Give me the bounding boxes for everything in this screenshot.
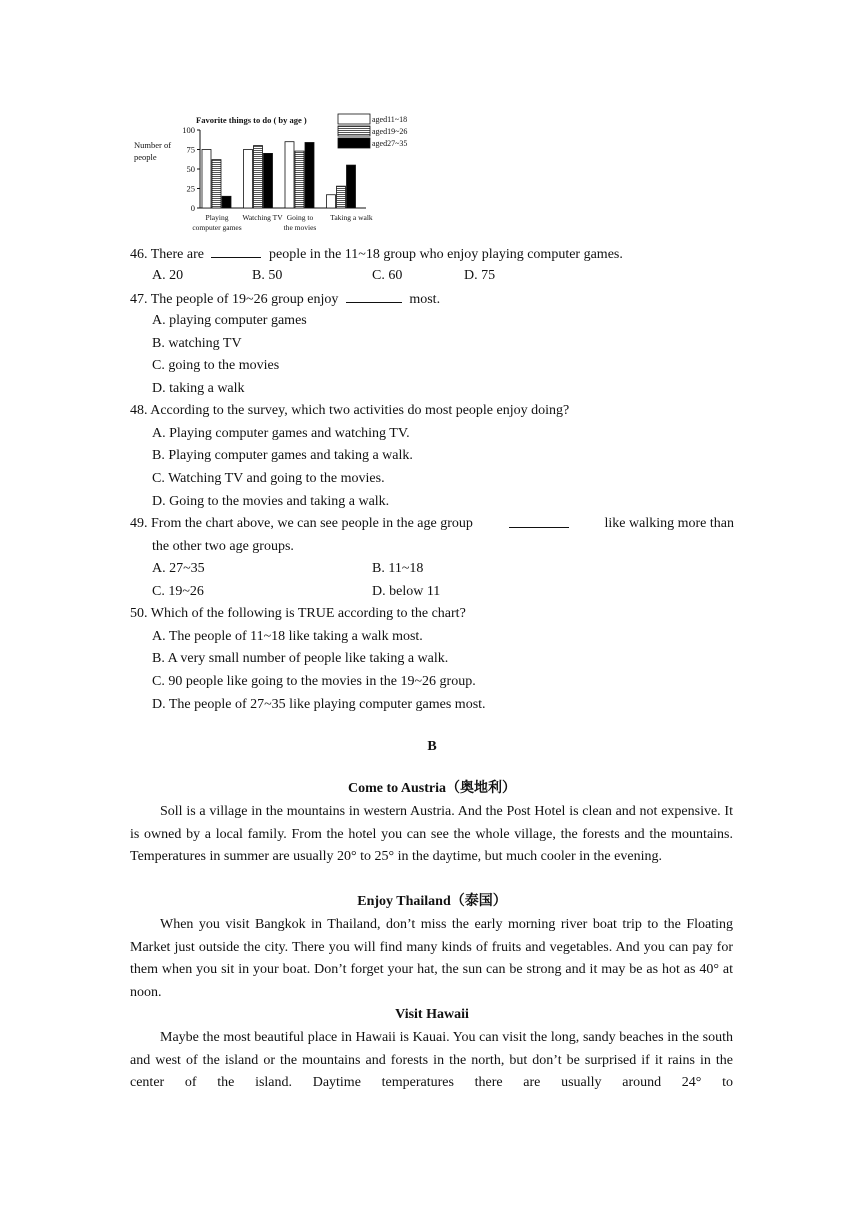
legend-label: aged27~35 xyxy=(372,139,408,148)
y-tick-label: 50 xyxy=(186,164,195,174)
q47-stem-a: 47. The people of 19~26 group enjoy xyxy=(130,292,339,307)
question-47 xyxy=(130,288,734,312)
q46-option-d: D. 75 xyxy=(464,268,496,283)
chart-title: Favorite things to do ( by age ) xyxy=(196,115,307,125)
q50-option-b: B. A very small number of people like taking a walk. xyxy=(152,651,449,666)
chart-ylabel-line2: people xyxy=(134,152,157,162)
bar xyxy=(244,150,253,209)
q46-option-a: A. 20 xyxy=(152,268,184,283)
q47-option-a: A. playing computer games xyxy=(152,313,307,328)
q48-option-d: D. Going to the movies and taking a walk. xyxy=(152,494,390,509)
x-tick-label: Watching TV xyxy=(242,213,283,222)
q49-option-c: C. 19~26 xyxy=(152,584,204,599)
bar-chart xyxy=(128,110,428,238)
x-tick-label: computer games xyxy=(192,223,242,232)
bar xyxy=(202,150,211,209)
bar xyxy=(347,165,356,208)
answer-blank xyxy=(211,243,261,258)
hawaii-heading: Visit Hawaii xyxy=(395,1007,469,1022)
chart-svg xyxy=(128,110,428,238)
chart-ylabel-line1: Number of xyxy=(134,140,172,150)
x-tick-label: Taking a walk xyxy=(330,213,373,222)
bar xyxy=(264,153,273,208)
legend-swatch xyxy=(338,114,370,124)
bar xyxy=(222,196,231,208)
legend-swatch xyxy=(338,138,370,148)
x-tick-label: Playing xyxy=(205,213,229,222)
x-tick-label: Going to xyxy=(286,213,314,222)
thailand-paragraph: When you visit Bangkok in Thailand, don’t miss the early morning river boat trip to the Floating Market just outside the city. There you will find many kinds of fruits and vegetables. And you can pay for them when you sit in your boat. Don’t forget your hat, the sun can be strong and it may be as hot as 40° at noon. xyxy=(130,917,733,1000)
legend-label: aged11~18 xyxy=(372,115,408,124)
question-46 xyxy=(130,243,734,267)
q47-stem-b: most. xyxy=(409,292,441,307)
q47-option-c: C. going to the movies xyxy=(152,358,280,373)
hawaii-paragraph: Maybe the most beautiful place in Hawaii is Kauai. You can visit the long, sandy beaches in the south and west of the island or the mountains and forests in the north, but don’t be surprised if it rains in the center of the island. Daytime temperatures there are usually around 24° to xyxy=(130,1030,733,1091)
q49-option-a: A. 27~35 xyxy=(152,561,205,576)
x-tick-label: the movies xyxy=(283,223,317,232)
austria-paragraph: Soll is a village in the mountains in western Austria. And the Post Hotel is clean and not expensive. It is owned by a local family. From the hotel you can see the whole village, the forests and the mountains. Temperatures in summer are usually 20° to 25° in the daytime, but much cooler in the evening. xyxy=(130,804,733,865)
q46-stem-b: people in the 11~18 group who enjoy playing computer games. xyxy=(268,247,623,262)
q49-stem-c: the other two age groups. xyxy=(152,539,294,554)
section-b-label: B xyxy=(427,739,437,754)
q48-option-c: C. Watching TV and going to the movies. xyxy=(152,471,385,486)
q49-option-b: B. 11~18 xyxy=(372,561,424,576)
q46-option-c: C. 60 xyxy=(372,268,403,283)
bar xyxy=(285,142,294,208)
bar xyxy=(327,195,336,208)
q49-stem-a: 49. From the chart above, we can see people in the age group xyxy=(130,516,473,531)
y-tick-label: 25 xyxy=(186,183,195,194)
q49-stem-b: like walking more than xyxy=(604,516,734,531)
y-tick-label: 100 xyxy=(182,125,195,135)
bar xyxy=(212,160,221,208)
q50-option-a: A. The people of 11~18 like taking a walk most. xyxy=(152,629,423,644)
q50-option-c: C. 90 people like going to the movies in the 19~26 group. xyxy=(152,674,476,689)
answer-blank xyxy=(509,513,569,528)
bar xyxy=(305,142,314,208)
q46-stem-a: 46. There are xyxy=(130,247,204,262)
y-tick-label: 75 xyxy=(186,144,195,155)
q46-option-b: B. 50 xyxy=(252,268,283,283)
legend-swatch xyxy=(338,126,370,136)
y-tick-label: 0 xyxy=(190,203,195,213)
question-50: 50. Which of the following is TRUE according to the chart? xyxy=(130,606,466,621)
bar xyxy=(337,186,346,208)
thailand-heading: Enjoy Thailand（泰国） xyxy=(357,894,507,909)
q47-option-b: B. watching TV xyxy=(152,336,242,351)
q48-option-a: A. Playing computer games and watching TV. xyxy=(152,426,410,441)
question-49 xyxy=(130,513,734,536)
q50-option-d: D. The people of 27~35 like playing computer games most. xyxy=(152,697,486,712)
question-48: 48. According to the survey, which two activities do most people enjoy doing? xyxy=(130,403,570,418)
answer-blank xyxy=(346,288,402,303)
bar xyxy=(254,146,263,208)
bar xyxy=(295,151,304,208)
q47-option-d: D. taking a walk xyxy=(152,381,245,396)
austria-heading: Come to Austria（奥地利） xyxy=(348,781,516,796)
q49-option-d: D. below 11 xyxy=(372,584,441,599)
q48-option-b: B. Playing computer games and taking a walk. xyxy=(152,448,413,463)
legend-label: aged19~26 xyxy=(372,127,408,136)
